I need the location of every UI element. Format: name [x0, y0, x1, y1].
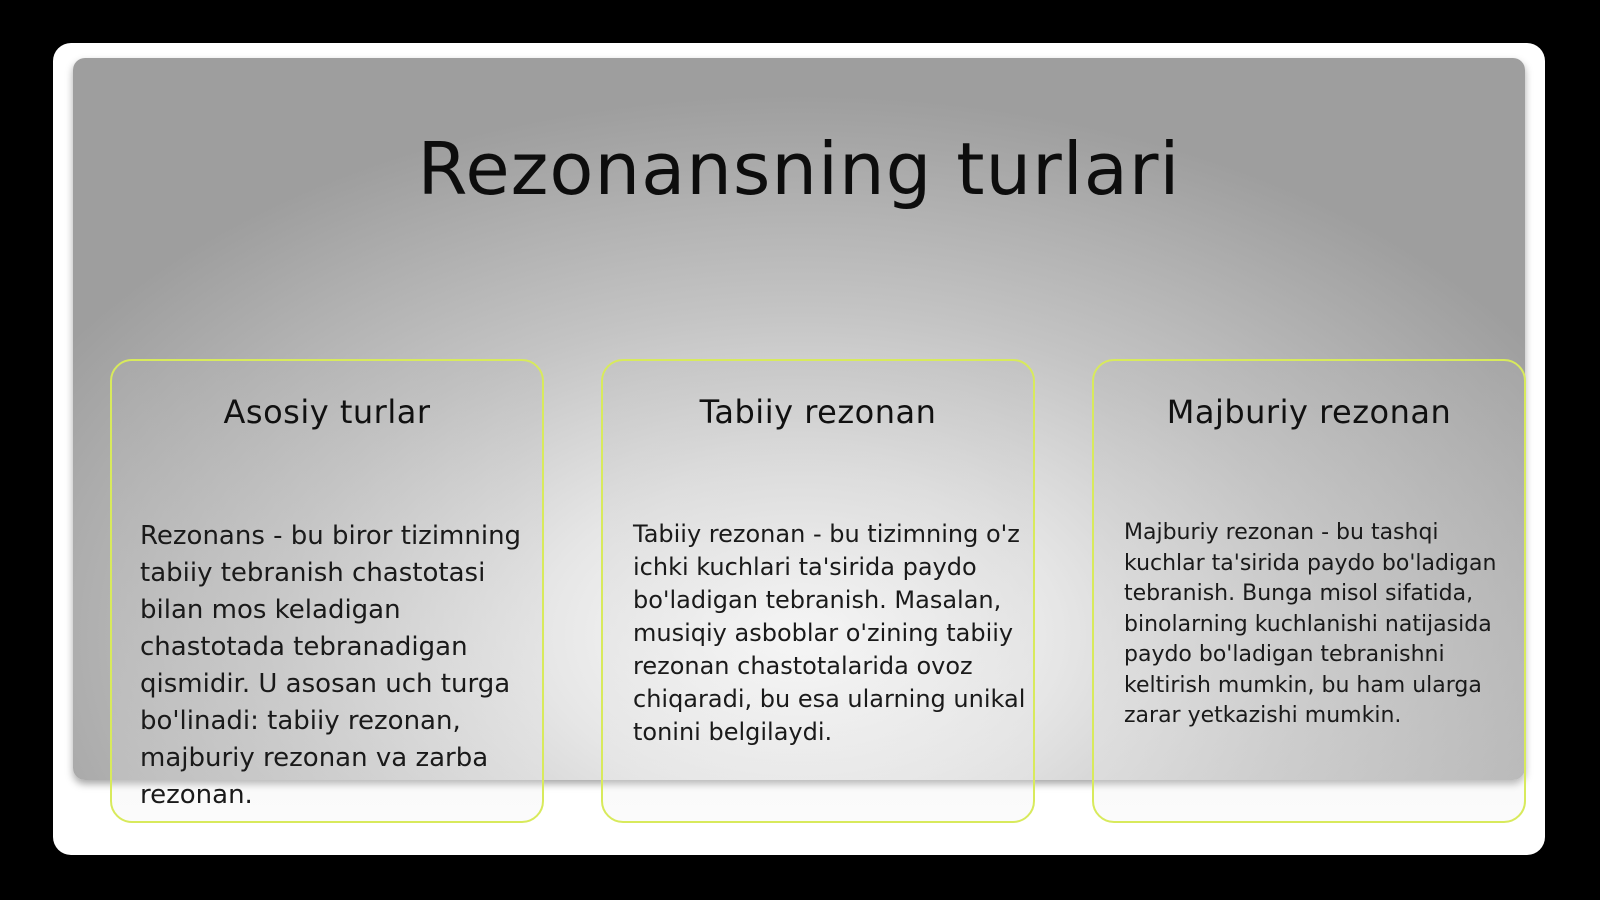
slide-frame — [53, 43, 1545, 855]
card-text: Tabiiy rezonan - bu tizimning o'z ichki kuchlari ta'sirida paydo bo'ladigan tebranish. Masalan, musiqiy asboblar o'zining tabiiy rezonan chastotalarida ovoz chiqaradi, bu esa ularning unikal tonini belgilaydi. — [633, 520, 1026, 746]
card-title: Majburiy rezonan — [1166, 393, 1452, 431]
card-text: Majburiy rezonan - bu tashqi kuchlar ta'sirida paydo bo'ladigan tebranish. Bunga misol sifatida, binolarning kuchlanishi natijasida paydo bo'ladigan tebranishni keltirish mumkin, bu ham ularga zarar yetkazishi mumkin. — [1124, 520, 1497, 728]
slide-background — [73, 58, 1525, 810]
slide-title: Rezonansning turlari — [417, 127, 1181, 211]
card-asosiy-turlar — [110, 359, 544, 823]
card-title: Asosiy turlar — [223, 393, 431, 431]
card-tabiiy-rezonan — [601, 359, 1035, 823]
card-title: Tabiiy rezonan — [699, 393, 937, 431]
card-text: Rezonans - bu biror tizimning tabiiy tebranish chastotasi bilan mos keladigan chastotada tebranadigan qismidir. U asosan uch turga bo'linadi: tabiiy rezonan, majburiy rezonan va zarba rezonan. — [140, 521, 522, 810]
card-majburiy-rezonan — [1092, 359, 1526, 823]
